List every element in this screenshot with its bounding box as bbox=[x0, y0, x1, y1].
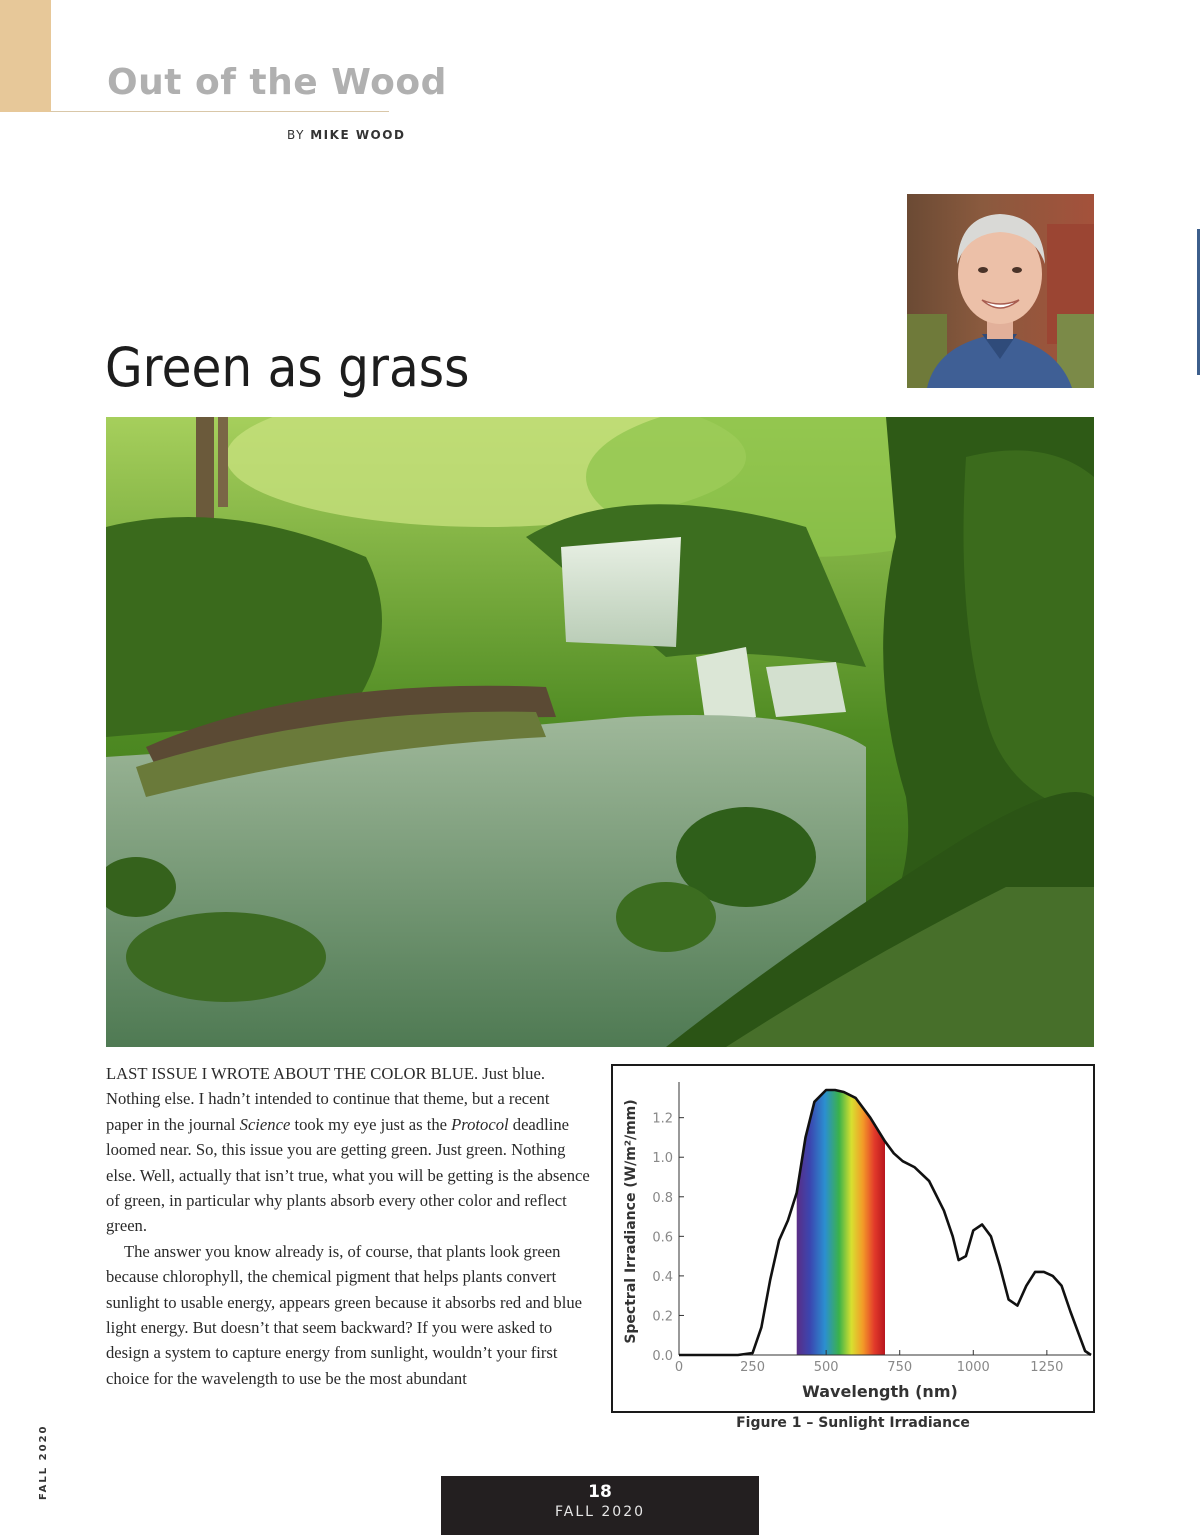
footer-issue: FALL 2020 bbox=[554, 1504, 646, 1520]
byline bbox=[287, 128, 405, 142]
visible-spectrum-band bbox=[797, 1088, 885, 1355]
x-axis-label: Wavelength (nm) bbox=[802, 1382, 958, 1401]
x-tick-label: 1000 bbox=[956, 1360, 990, 1375]
irradiance-chart bbox=[613, 1066, 1093, 1411]
article-body bbox=[106, 1061, 590, 1391]
text-run: The answer you know already is, of course, that plants look green because chlorophyll, the chemical pigment that helps plants convert sunlight to usable energy, appears green because it absorbs red and blue light energy. But doesn’t that seem backward? If you were asked to design a system to capture energy from sunlight, wouldn’t your first choice for the wavelength to use be the most abundant bbox=[106, 1241, 582, 1388]
text-run: LAST ISSUE I WROTE ABOUT THE COLOR BLUE. Just blue. Nothing else. I hadn’t intended to continue that theme, but a recent paper in the journal bbox=[106, 1064, 550, 1134]
body-paragraph-1 bbox=[106, 1061, 590, 1239]
header-rule bbox=[51, 111, 389, 112]
author-photo bbox=[907, 194, 1094, 388]
byline-prefix: BY bbox=[287, 128, 305, 142]
italic-run: Protocol bbox=[451, 1114, 509, 1134]
text-run: deadline loomed near. So, this issue you are getting green. Just green. Nothing else. Well, actually that isn’t true, what you will be getting is the absence of green, in particular why plants absorb every other color and reflect green. bbox=[106, 1114, 590, 1236]
page-number: 18 bbox=[588, 1482, 612, 1502]
x-tick-label: 1250 bbox=[1030, 1360, 1064, 1375]
y-tick-label: 0.8 bbox=[652, 1190, 673, 1206]
body-paragraph-2 bbox=[106, 1239, 590, 1391]
y-tick-label: 0.0 bbox=[652, 1349, 673, 1364]
author-portrait bbox=[907, 194, 1094, 388]
y-tick-label: 0.2 bbox=[652, 1309, 673, 1325]
y-tick-label: 1.0 bbox=[652, 1151, 673, 1167]
text-run: took my eye just as the bbox=[290, 1114, 452, 1134]
y-axis-label: Spectral Irradiance (W/m²/mm) bbox=[623, 1099, 639, 1344]
side-issue-label: FALL 2020 bbox=[38, 1424, 49, 1500]
y-tick-label: 1.2 bbox=[652, 1111, 673, 1127]
forest-waterfall-photo bbox=[106, 417, 1094, 1047]
figure-caption: Figure 1 – Sunlight Irradiance bbox=[736, 1415, 970, 1431]
y-tick-label: 0.6 bbox=[652, 1230, 673, 1246]
x-tick-label: 0 bbox=[674, 1360, 684, 1375]
y-tick-label: 0.4 bbox=[652, 1269, 673, 1285]
x-tick-label: 250 bbox=[740, 1360, 765, 1375]
article-title: Green as grass bbox=[105, 336, 470, 399]
section-color-tab bbox=[0, 0, 51, 112]
x-tick-label: 750 bbox=[887, 1360, 913, 1375]
x-tick-label: 500 bbox=[813, 1360, 839, 1375]
column-title: Out of the Wood bbox=[107, 62, 447, 103]
hero-image bbox=[106, 417, 1094, 1047]
figure-sunlight-irradiance bbox=[611, 1064, 1095, 1413]
page-footer bbox=[441, 1476, 759, 1535]
italic-run: Science bbox=[239, 1114, 291, 1134]
byline-author: MIKE WOOD bbox=[310, 128, 406, 142]
